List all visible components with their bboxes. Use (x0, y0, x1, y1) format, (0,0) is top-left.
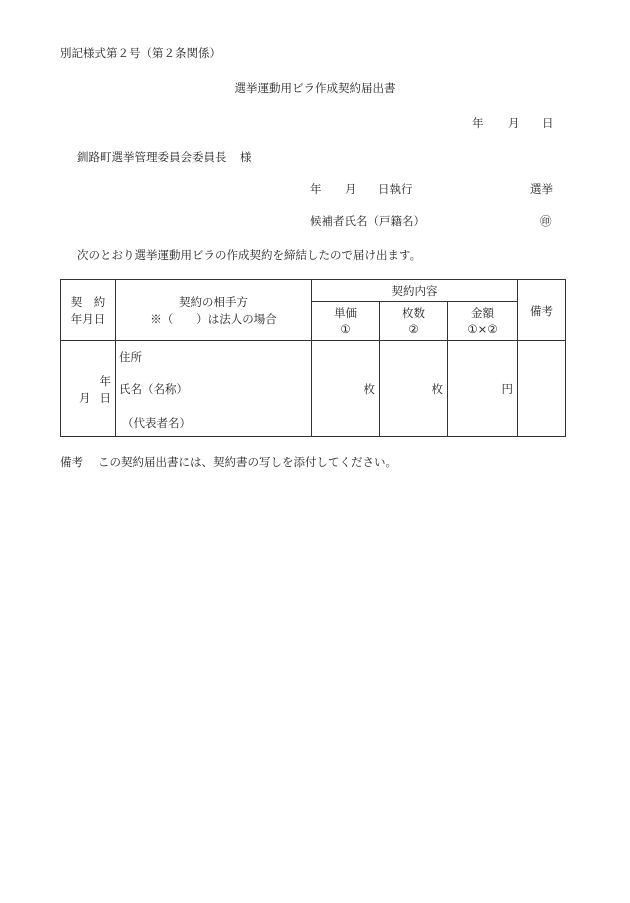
unit-price-header-line2: ① (340, 322, 351, 336)
date-cell-month: 月 (79, 391, 91, 405)
sheets-cell[interactable] (380, 341, 448, 437)
contract-date-header-line1: 契 約 (70, 295, 106, 309)
intro-text: 次のとおり選挙運動用ビラの作成契約を締結したので届け出ます。 (77, 248, 422, 262)
date-month: 月 (508, 116, 520, 130)
address-label: 住所 (119, 350, 142, 364)
representative-label: （代表者名） (122, 416, 191, 430)
contract-date-header-line2: 年月日 (70, 312, 106, 326)
remarks-cell[interactable] (518, 341, 566, 437)
date-cell-year: 年 (99, 374, 111, 388)
election-day-exec: 日執行 (378, 182, 413, 196)
contract-date-cell[interactable] (61, 341, 116, 437)
contents-header-label: 契約内容 (391, 284, 438, 298)
amount-header-line2: ①×② (467, 322, 498, 336)
election-month: 月 (345, 182, 357, 196)
sheets-header (380, 302, 448, 341)
election-year: 年 (310, 182, 322, 196)
contract-date-header (61, 280, 116, 341)
party-header (116, 280, 312, 341)
date-year: 年 (472, 116, 484, 130)
name-label: 氏名（名称） (119, 382, 188, 396)
sheets-header-line2: ② (408, 322, 419, 336)
seal-mark: ㊞ (540, 214, 552, 228)
note-text: この契約届出書には、契約書の写しを添付してください。 (98, 455, 397, 469)
amount-suffix: 円 (501, 382, 514, 396)
amount-cell[interactable] (448, 341, 518, 437)
unit-price-cell[interactable] (312, 341, 380, 437)
amount-header-line1: 金額 (471, 306, 494, 320)
contract-table (60, 279, 566, 437)
amount-header (448, 302, 518, 341)
sheets-suffix: 枚 (431, 382, 443, 396)
sheets-header-line1: 枚数 (402, 306, 425, 320)
candidate-label: 候補者氏名（戸籍名） (310, 214, 425, 228)
party-header-line1: 契約の相手方 (179, 295, 248, 309)
remarks-header (518, 280, 566, 341)
unit-price-header-line1: 単価 (334, 306, 357, 320)
document-title: 選挙運動用ビラ作成契約届出書 (234, 81, 396, 95)
unit-price-suffix: 枚 (363, 382, 375, 396)
election-label: 選挙 (530, 182, 553, 196)
contents-header (312, 280, 518, 302)
form-label: 別記様式第２号（第２条関係） (60, 46, 221, 60)
note-label: 備考 (60, 455, 83, 469)
unit-price-header (312, 302, 380, 341)
date-cell-day: 日 (99, 391, 111, 405)
party-cell[interactable] (116, 341, 312, 437)
addressee: 釧路町選挙管理委員会委員長 (77, 150, 227, 164)
party-header-line2: ※（ ）は法人の場合 (150, 312, 277, 326)
honorific: 様 (240, 150, 252, 164)
date-day: 日 (542, 116, 554, 130)
remarks-header-label: 備考 (530, 304, 554, 318)
